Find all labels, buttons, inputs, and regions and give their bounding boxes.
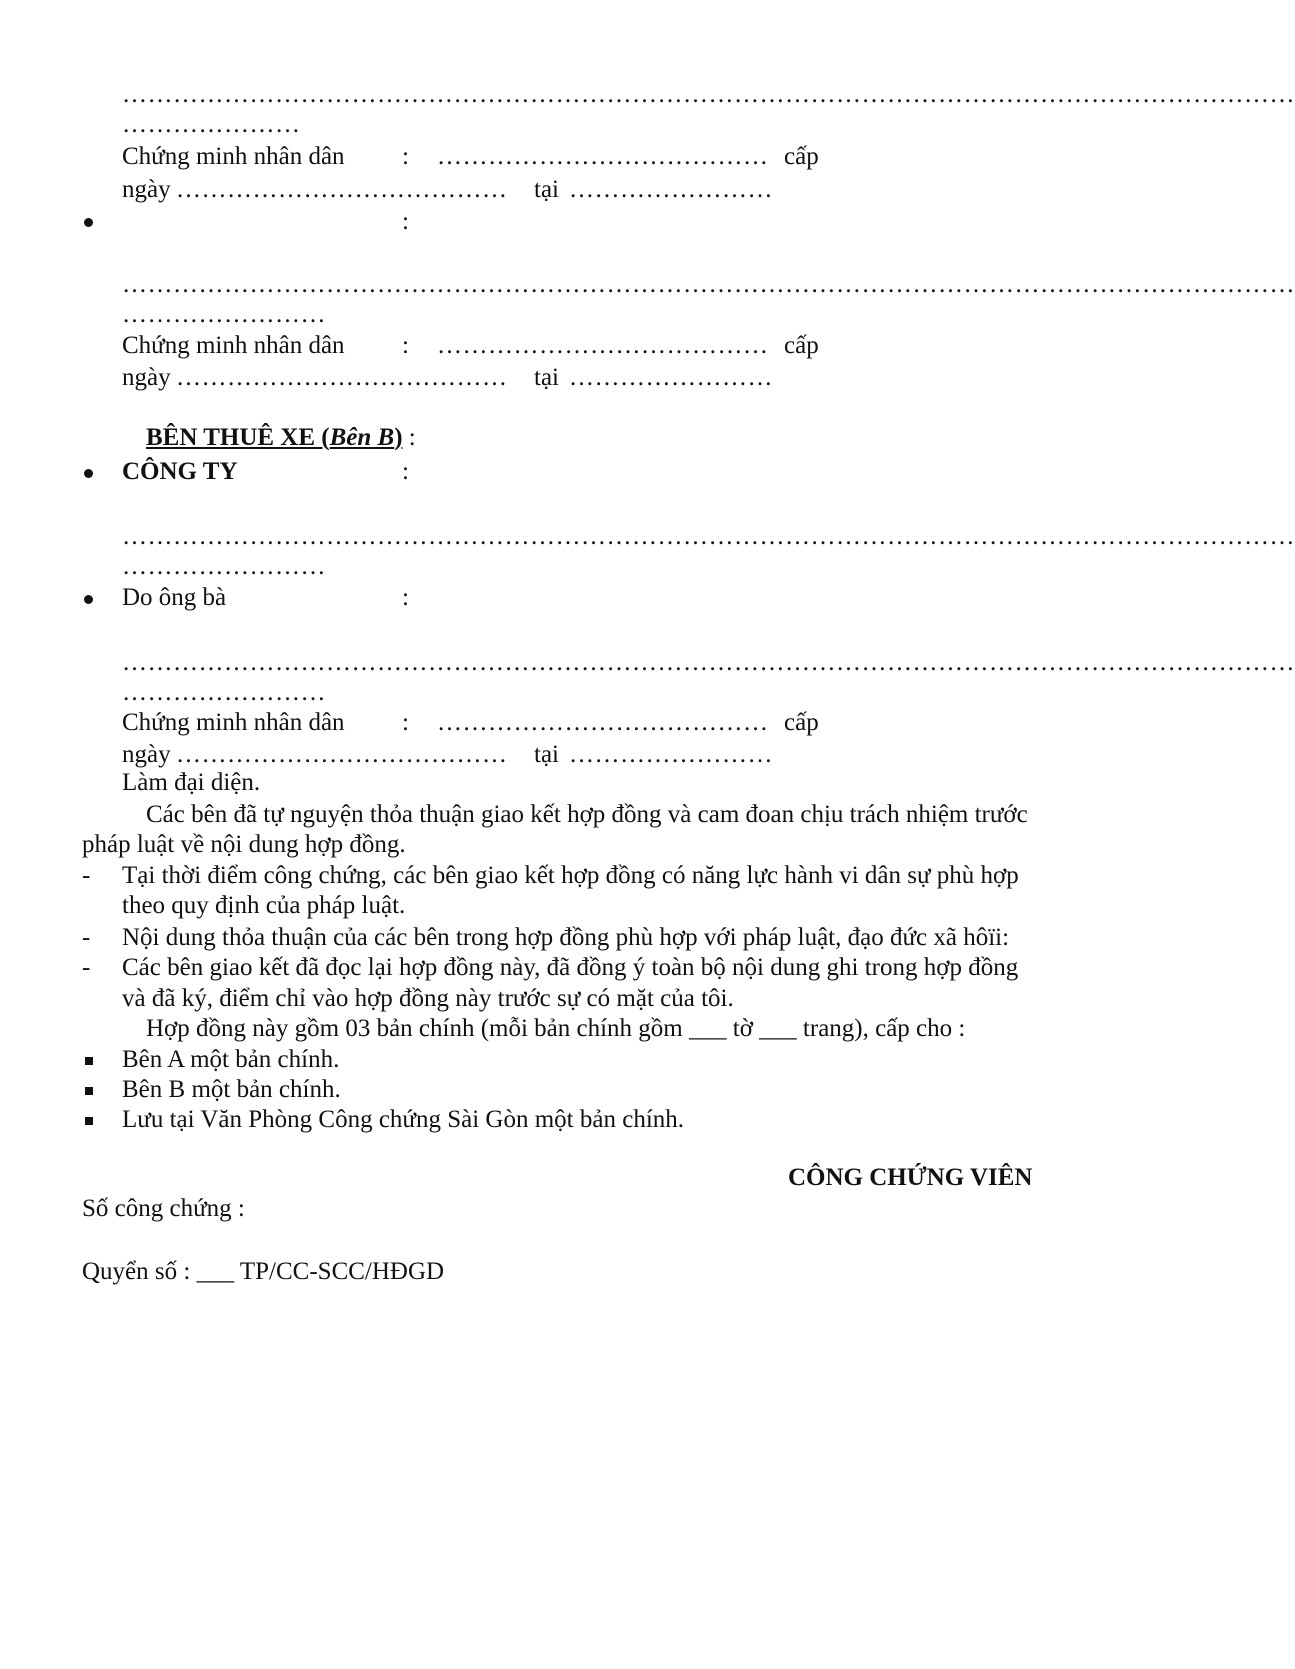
party-b-heading-bold: BÊN THUÊ XE ( (146, 424, 330, 451)
date-prefix: ngày (122, 176, 171, 203)
fill-line: …………………… (122, 679, 326, 706)
bullet-icon (84, 469, 93, 478)
issued-word: cấp (784, 332, 819, 359)
item1-line2: theo quy định của pháp luật. (122, 892, 406, 919)
place-dots: …………………… (569, 176, 773, 203)
fill-line: ………………………………………………………………………………………………………………………… (122, 649, 1295, 676)
copies-line: Hợp đồng này gồm 03 bản chính (mỗi bản chính gồm ___ tờ ___ trang), cấp cho : (146, 1015, 966, 1042)
fill-line: ………………………………………………………………………………………………………………………… (122, 523, 1295, 550)
date-prefix: ngày (122, 741, 171, 768)
party-b-heading-close: ) (394, 424, 403, 451)
notary-title: CÔNG CHỨNG VIÊN (788, 1164, 1033, 1191)
para1-line2: pháp luật về nội dung hợp đồng. (82, 831, 406, 858)
id-dots: ………………………………… (437, 332, 769, 359)
item3-line2: và đã ký, điểm chỉ vào hợp đồng này trước sự có mặt của tôi. (122, 985, 734, 1012)
company-label: CÔNG TY (122, 458, 238, 485)
id-label: Chứng minh nhân dân (122, 332, 345, 359)
party-b-heading-colon: : (402, 424, 416, 451)
id-label: Chứng minh nhân dân (122, 709, 345, 736)
colon: : (402, 458, 409, 485)
issued-word: cấp (784, 143, 819, 170)
dash-marker: - (82, 954, 91, 981)
copy-office: Lưu tại Văn Phòng Công chứng Sài Gòn một bản chính. (122, 1106, 685, 1133)
colon: : (402, 208, 409, 235)
item3-line1: Các bên giao kết đã đọc lại hợp đồng này, đã đồng ý toàn bộ nội dung ghi trong hợp đồng (122, 954, 1019, 981)
date-prefix: ngày (122, 364, 171, 391)
para1-line1: Các bên đã tự nguyện thỏa thuận giao kết hợp đồng và cam đoan chịu trách nhiệm trước (146, 801, 1028, 828)
id-dots: ………………………………… (437, 709, 769, 736)
colon: : (402, 584, 409, 611)
colon: : (402, 709, 409, 736)
fill-line: …………………… (122, 301, 326, 328)
rep-label: Do ông bà (122, 584, 227, 611)
id-label: Chứng minh nhân dân (122, 143, 345, 170)
item1-line1: Tại thời điểm công chứng, các bên giao kết hợp đồng có năng lực hành vi dân sự phù hợp (122, 862, 1019, 889)
place-dots: …………………… (569, 364, 773, 391)
dash-marker: - (82, 924, 91, 951)
place-word: tại (534, 176, 559, 203)
copy-a: Bên A một bản chính. (122, 1046, 340, 1073)
fill-line: ………………………………………………………………………………………………………………………… (122, 271, 1295, 298)
fill-line: ………………………………………………………………………………………………………………………… (122, 81, 1295, 108)
date-dots: ………………………………… (176, 364, 508, 391)
dash-marker: - (82, 862, 91, 889)
colon: : (402, 332, 409, 359)
square-bullet-icon (85, 1117, 93, 1125)
represent-text: Làm đại diện. (122, 769, 261, 796)
date-dots: ………………………………… (176, 741, 508, 768)
fill-line: …………………… (122, 553, 326, 580)
date-dots: ………………………………… (176, 176, 508, 203)
copy-b: Bên B một bản chính. (122, 1076, 341, 1103)
place-word: tại (534, 364, 559, 391)
place-dots: …………………… (569, 741, 773, 768)
notary-number: Số công chứng : (82, 1195, 245, 1222)
bullet-icon (84, 595, 93, 604)
id-dots: ………………………………… (437, 143, 769, 170)
place-word: tại (534, 741, 559, 768)
bullet-icon (84, 218, 93, 227)
square-bullet-icon (85, 1057, 93, 1065)
item2: Nội dung thỏa thuận của các bên trong hợp đồng phù hợp với pháp luật, đạo đức xã hôïi: (122, 924, 1010, 951)
party-b-heading (146, 423, 416, 453)
book-number: Quyển số : ___ TP/CC-SCC/HĐGD (82, 1258, 445, 1285)
fill-line: ………………… (122, 111, 301, 138)
issued-word: cấp (784, 709, 819, 736)
party-b-heading-italic: Bên B (329, 424, 395, 451)
colon: : (402, 143, 409, 170)
square-bullet-icon (85, 1087, 93, 1095)
